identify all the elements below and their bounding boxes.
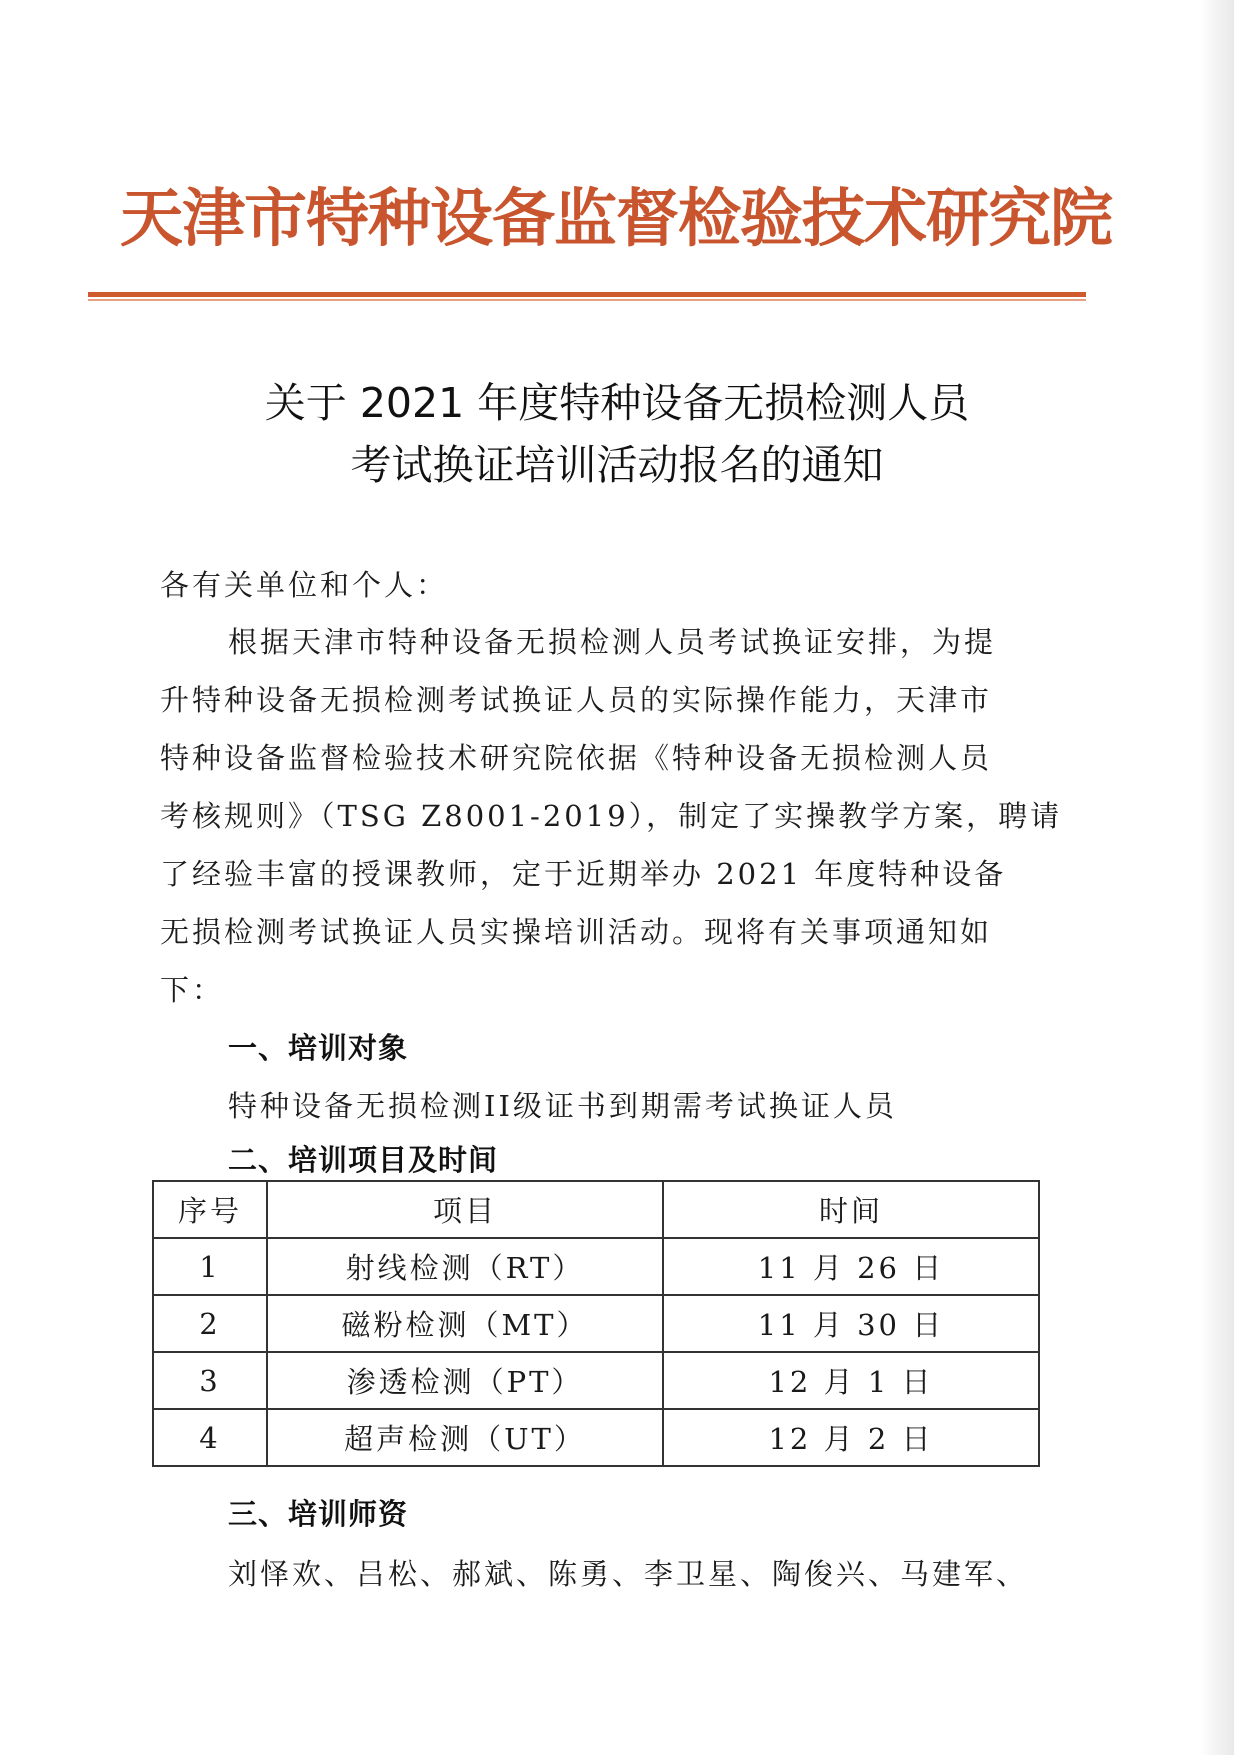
training-schedule-table <box>152 1180 1040 1467</box>
row-time: 12 月 1 日 <box>663 1352 1039 1409</box>
training-targets-text: 特种设备无损检测II级证书到期需考试换证人员 <box>228 1089 897 1123</box>
intro-line: 特种设备监督检验技术研究院依据《特种设备无损检测人员 <box>160 741 993 775</box>
page-edge-shadow <box>1200 0 1234 1755</box>
table-header-row <box>153 1181 1039 1238</box>
row-item: 渗透检测（PT） <box>267 1352 663 1409</box>
row-item: 超声检测（UT） <box>267 1409 663 1466</box>
column-header-item: 项目 <box>267 1181 663 1238</box>
row-index: 2 <box>153 1295 267 1352</box>
row-time: 11 月 26 日 <box>663 1238 1039 1295</box>
row-item: 射线检测（RT） <box>267 1238 663 1295</box>
table-row <box>153 1295 1039 1352</box>
intro-line: 根据天津市特种设备无损检测人员考试换证安排，为提 <box>228 625 997 659</box>
intro-line: 升特种设备无损检测考试换证人员的实际操作能力，天津市 <box>160 683 993 717</box>
column-header-time: 时间 <box>663 1181 1039 1238</box>
intro-line: 无损检测考试换证人员实操培训活动。现将有关事项通知如 <box>160 915 993 949</box>
intro-line: 了经验丰富的授课教师，定于近期举办 2021 年度特种设备 <box>160 857 1007 891</box>
row-index: 3 <box>153 1352 267 1409</box>
row-index: 4 <box>153 1409 267 1466</box>
notice-title-line-1: 关于 2021 年度特种设备无损检测人员 <box>264 379 970 427</box>
table-row <box>153 1409 1039 1466</box>
header-divider <box>88 292 1086 297</box>
notice-title-line-2: 考试换证培训活动报名的通知 <box>350 441 884 489</box>
table-row <box>153 1238 1039 1295</box>
row-time: 12 月 2 日 <box>663 1409 1039 1466</box>
header-divider-thin <box>88 299 1086 301</box>
section-heading-training-targets: 一、培训对象 <box>228 1031 409 1065</box>
salutation: 各有关单位和个人： <box>160 568 449 602</box>
organization-header: 天津市特种设备监督检验技术研究院 <box>120 182 1112 255</box>
row-time: 11 月 30 日 <box>663 1295 1039 1352</box>
instructors-text: 刘怿欢、吕松、郝斌、陈勇、李卫星、陶俊兴、马建军、 <box>228 1557 1029 1591</box>
row-item: 磁粉检测（MT） <box>267 1295 663 1352</box>
table-row <box>153 1352 1039 1409</box>
column-header-index: 序号 <box>153 1181 267 1238</box>
section-heading-training-schedule: 二、培训项目及时间 <box>228 1143 499 1177</box>
row-index: 1 <box>153 1238 267 1295</box>
section-heading-instructors: 三、培训师资 <box>228 1497 409 1531</box>
intro-line: 考核规则》（TSG Z8001-2019），制定了实操教学方案，聘请 <box>160 799 1063 833</box>
intro-line: 下： <box>160 973 225 1007</box>
